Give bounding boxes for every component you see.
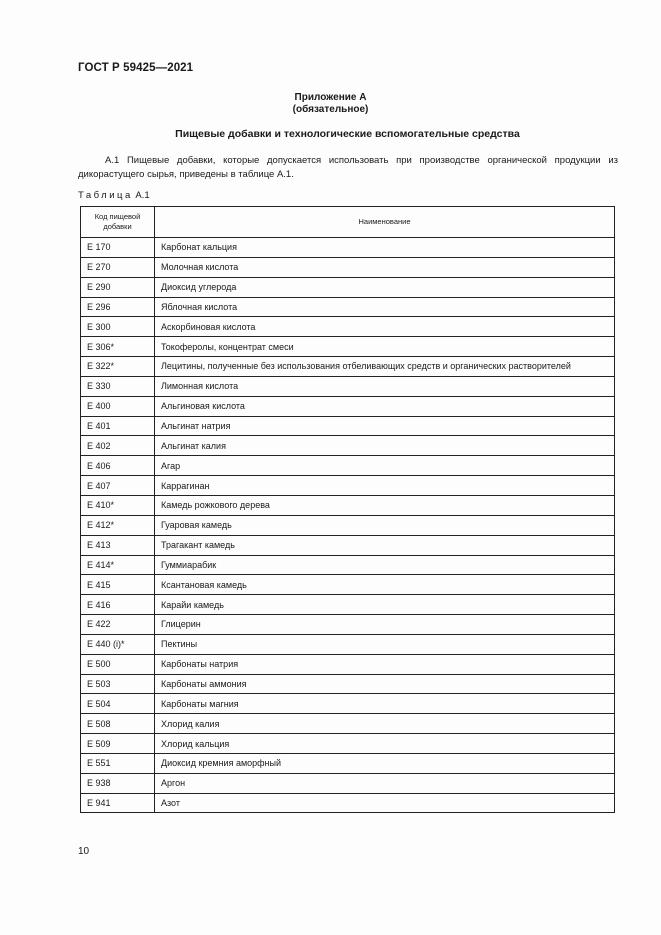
additive-name-cell: Пектины <box>155 634 615 654</box>
table-caption-number: А.1 <box>135 190 150 201</box>
additive-name-cell: Альгиновая кислота <box>155 396 615 416</box>
table-row <box>81 595 615 615</box>
additive-code-cell: Е 504 <box>81 694 155 714</box>
table-row <box>81 337 615 357</box>
additive-code-cell: Е 500 <box>81 654 155 674</box>
additive-code-cell: Е 410* <box>81 495 155 515</box>
additive-code-cell: Е 306* <box>81 337 155 357</box>
additive-name-cell: Глицерин <box>155 615 615 635</box>
additive-code-cell: Е 400 <box>81 396 155 416</box>
additive-name-cell: Альгинат натрия <box>155 416 615 436</box>
table-row <box>81 396 615 416</box>
additive-name-cell: Агар <box>155 456 615 476</box>
table-caption-word: Таблица <box>78 190 133 201</box>
additive-name-cell: Каррагинан <box>155 476 615 496</box>
additive-code-cell: Е 503 <box>81 674 155 694</box>
additive-code-cell: Е 509 <box>81 734 155 754</box>
header-name: Наименование <box>155 207 615 238</box>
additive-code-cell: Е 412* <box>81 515 155 535</box>
section-title: Пищевые добавки и технологические вспомогательные средства <box>175 128 520 140</box>
table-body <box>81 238 615 813</box>
additive-code-cell: Е 413 <box>81 535 155 555</box>
additive-name-cell: Яблочная кислота <box>155 297 615 317</box>
additive-code-cell: Е 440 (i)* <box>81 634 155 654</box>
table-row <box>81 734 615 754</box>
additive-name-cell: Лецитины, полученные без использования отбеливающих средств и органических растворителей <box>155 357 615 377</box>
table-row <box>81 793 615 813</box>
table-row <box>81 456 615 476</box>
additive-name-cell: Карбонаты аммония <box>155 674 615 694</box>
table-row <box>81 376 615 396</box>
additive-code-cell: Е 416 <box>81 595 155 615</box>
table-caption <box>78 190 150 201</box>
additive-code-cell: Е 401 <box>81 416 155 436</box>
additive-code-cell: Е 270 <box>81 257 155 277</box>
additive-name-cell: Камедь рожкового дерева <box>155 495 615 515</box>
additive-code-cell: Е 406 <box>81 456 155 476</box>
additive-name-cell: Диоксид углерода <box>155 277 615 297</box>
additive-name-cell: Ксантановая камедь <box>155 575 615 595</box>
page-number: 10 <box>78 846 90 857</box>
header-code: Код пищевой добавки <box>81 207 155 238</box>
table-row <box>81 317 615 337</box>
additive-name-cell: Хлорид кальция <box>155 734 615 754</box>
additive-name-cell: Карайи камедь <box>155 595 615 615</box>
table-row <box>81 515 615 535</box>
table-row <box>81 575 615 595</box>
additive-name-cell: Хлорид калия <box>155 714 615 734</box>
appendix-title: Приложение А <box>294 92 367 103</box>
document-code: ГОСТ Р 59425—2021 <box>78 62 194 74</box>
additive-code-cell: Е 296 <box>81 297 155 317</box>
table-row <box>81 654 615 674</box>
additive-code-cell: Е 330 <box>81 376 155 396</box>
additive-name-cell: Альгинат калия <box>155 436 615 456</box>
table-row <box>81 416 615 436</box>
table-row <box>81 674 615 694</box>
additive-code-cell: Е 300 <box>81 317 155 337</box>
additive-code-cell: Е 402 <box>81 436 155 456</box>
additive-code-cell: Е 170 <box>81 238 155 258</box>
table-row <box>81 773 615 793</box>
table-row <box>81 436 615 456</box>
additive-name-cell: Карбонаты натрия <box>155 654 615 674</box>
intro-paragraph: А.1 Пищевые добавки, которые допускается использовать при производстве органической продукции из дикорастущего сырья, приведены в таблице А.1. <box>78 155 618 180</box>
table-row <box>81 714 615 734</box>
table-row <box>81 535 615 555</box>
table-row <box>81 753 615 773</box>
additive-code-cell: Е 941 <box>81 793 155 813</box>
additive-code-cell: Е 290 <box>81 277 155 297</box>
table-row <box>81 495 615 515</box>
additive-name-cell: Лимонная кислота <box>155 376 615 396</box>
additive-name-cell: Аргон <box>155 773 615 793</box>
table-row <box>81 238 615 258</box>
table-row <box>81 634 615 654</box>
table-row <box>81 555 615 575</box>
additive-code-cell: Е 551 <box>81 753 155 773</box>
additive-name-cell: Гуммиарабик <box>155 555 615 575</box>
additive-code-cell: Е 422 <box>81 615 155 635</box>
table-row <box>81 357 615 377</box>
additive-name-cell: Азот <box>155 793 615 813</box>
table-row <box>81 257 615 277</box>
additive-name-cell: Токоферолы, концентрат смеси <box>155 337 615 357</box>
additive-name-cell: Гуаровая камедь <box>155 515 615 535</box>
table-row <box>81 476 615 496</box>
additive-name-cell: Карбонат кальция <box>155 238 615 258</box>
additive-name-cell: Трагакант камедь <box>155 535 615 555</box>
additive-code-cell: Е 508 <box>81 714 155 734</box>
additive-name-cell: Молочная кислота <box>155 257 615 277</box>
table-header-row <box>81 207 615 238</box>
additive-name-cell: Аскорбиновая кислота <box>155 317 615 337</box>
additive-name-cell: Диоксид кремния аморфный <box>155 753 615 773</box>
additive-code-cell: Е 938 <box>81 773 155 793</box>
table-row <box>81 277 615 297</box>
additive-code-cell: Е 322* <box>81 357 155 377</box>
additive-code-cell: Е 414* <box>81 555 155 575</box>
table-row <box>81 694 615 714</box>
additive-code-cell: Е 415 <box>81 575 155 595</box>
appendix-status: (обязательное) <box>292 104 369 115</box>
additive-code-cell: Е 407 <box>81 476 155 496</box>
table-row <box>81 615 615 635</box>
table-row <box>81 297 615 317</box>
additives-table <box>80 206 615 813</box>
additive-name-cell: Карбонаты магния <box>155 694 615 714</box>
